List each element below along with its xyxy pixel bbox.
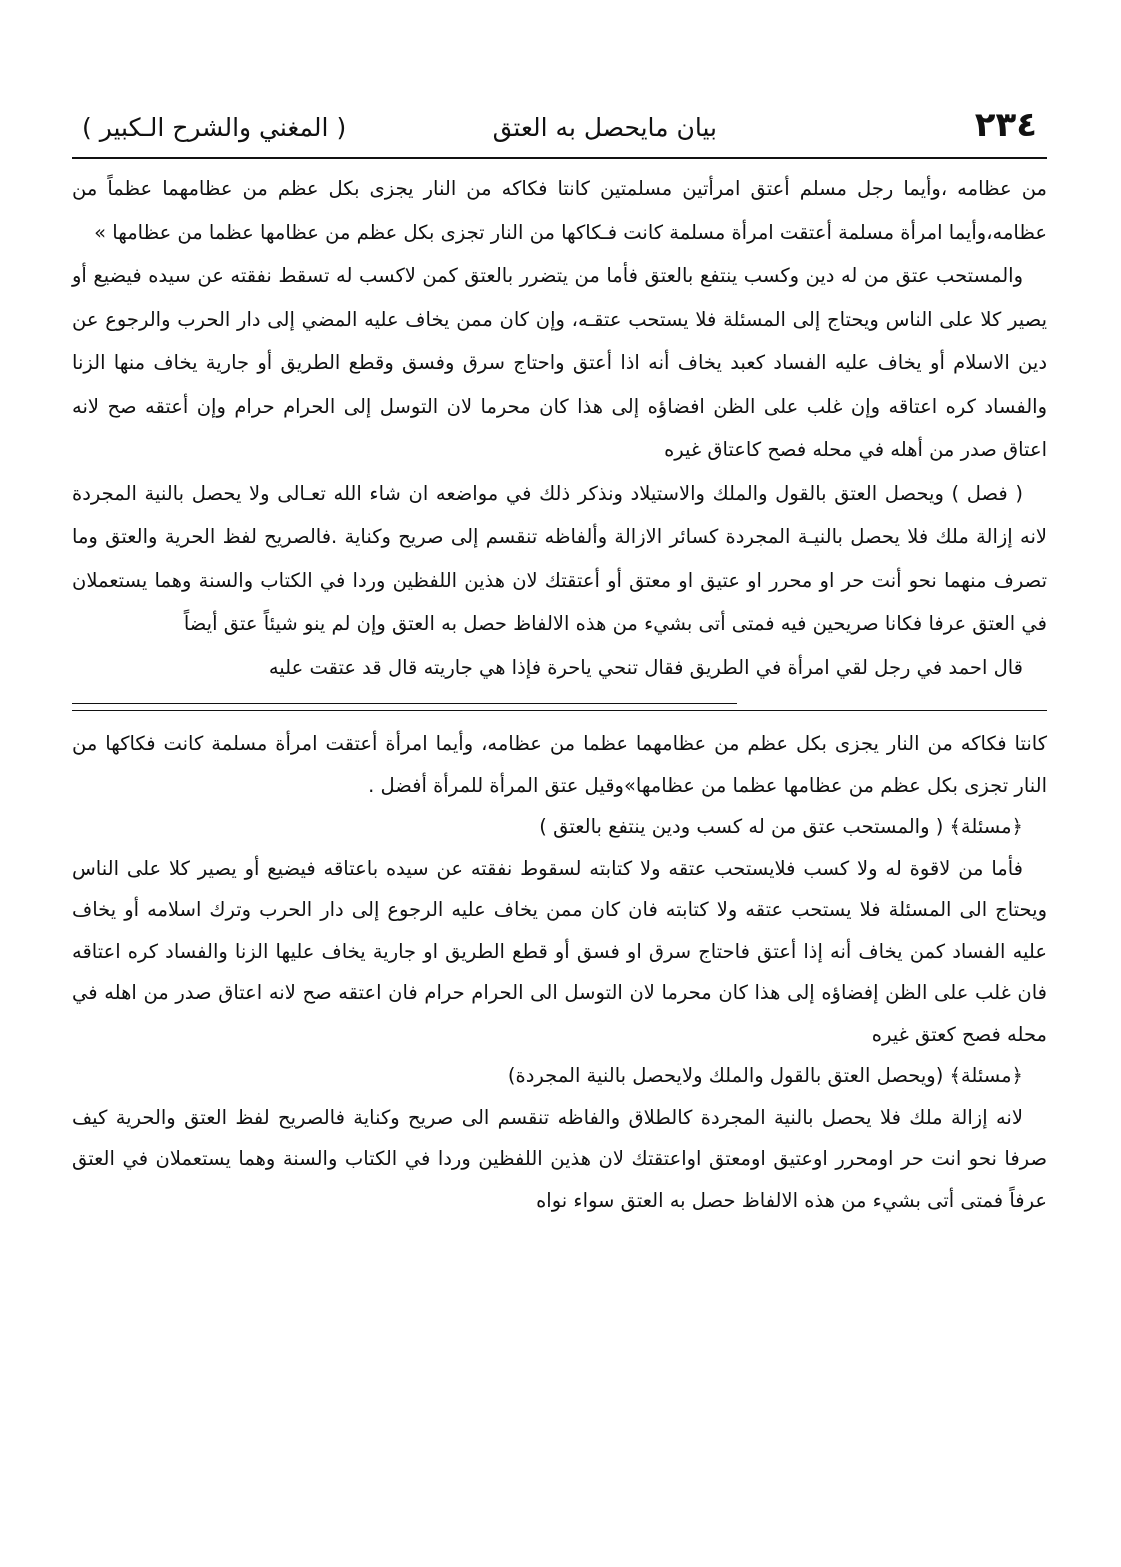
book-title: ( المغني والشرح الـكبير ) bbox=[82, 113, 347, 142]
commentary-text bbox=[72, 723, 1047, 1221]
masala-heading: ﴿مسئلة﴾ ( والمستحب عتق من له كسب ودين ينتفع بالعتق ) bbox=[539, 815, 1023, 838]
commentary-paragraph: كانتا فكاكه من النار يجزى بكل عظم من عظامهما عظما من عظامه، وأيما امرأة أعتقت امرأة مسلمة كانت فكاكها من النار تجزى بكل عظم من عظامها عظما من عظامها»وقيل عتق المرأة للمرأة أفضل . bbox=[72, 732, 1047, 797]
main-paragraph: والمستحب عتق من له دين وكسب ينتفع بالعتق فأما من يتضرر بالعتق كمن لاكسب له تسقط نفقته عن سيده فيضيع أو يصير كلا على الناس ويحتاج إلى المسئلة فلا يستحب عتقـه، وإن كان ممن يخاف عليه المضي إلى دار الحرب والرجوع عن دين الاسلام أو يخاف عليه الفساد كعبد يخاف أنه اذا أعتق واحتاج سرق وفسق وقطع الطريق أو جارية يخاف منها الزنا والفساد كره اعتاقه وإن غلب على الظن افضاؤه إلى هذا كان محرما لان التوسل إلى الحرام حرام وإن أعتقه صح لانه اعتاق صدر من أهله في محله فصح كاعتاق غيره bbox=[72, 264, 1047, 461]
masala-heading: ﴿مسئلة﴾ (ويحصل العتق بالقول والملك ولايحصل بالنية المجردة) bbox=[507, 1064, 1023, 1087]
main-text bbox=[72, 167, 1047, 689]
main-paragraph: ( فصل ) ويحصل العتق بالقول والملك والاستيلاد ونذكر ذلك في مواضعه ان شاء الله تعـالى ولا يحصل بالنية المجردة لانه إزالة ملك فلا يحصل بالنيـة المجردة كسائر الازالة وألفاظه تنقسم إلى صريح وكناية .فالصريح لفظ الحرية والعتق وما تصرف منهما نحو أنت حر او محرر او عتيق او معتق أو أعتقتك لان هذين اللفظين وردا في الكتاب والسنة وهما يستعملان في العتق عرفا فكانا صريحين فيه فمتى أتى بشيء من هذه الالفاظ حصل به العتق وإن لم ينو شيئاً عتق أيضاً bbox=[72, 481, 1047, 635]
main-paragraph: من عظامه ،وأيما رجل مسلم أعتق امرأتين مسلمتين كانتا فكاكه من النار يجزى بكل عظم من عظامهما عظماً من عظامه،وأيما امرأة مسلمة أعتقت امرأة مسلمة كانت فـكاكها من النار تجزى بكل عظم من عظامها عظما من عظامها » bbox=[72, 177, 1047, 244]
main-paragraph: قال احمد في رجل لقي امرأة في الطريق فقال تنحي ياحرة فإذا هي جاريته قال قد عتقت عليه bbox=[268, 655, 1023, 679]
document-page bbox=[72, 95, 1047, 1535]
divider-line bbox=[72, 710, 1047, 711]
page-number: ٢٣٤ bbox=[974, 105, 1037, 145]
section-divider bbox=[72, 703, 1047, 711]
section-title: بيان مايحصل به العتق bbox=[492, 113, 717, 142]
commentary-paragraph: فأما من لاقوة له ولا كسب فلايستحب عتقه ولا كتابته لسقوط نفقته عن سيده باعتاقه فيضيع أو يصير كلا على الناس ويحتاج الى المسئلة فلا يستحب عتقه ولا كتابته فان كان ممن يخاف عليه الرجوع إلى دار الحرب وترك اسلامه أو يخاف عليه الفساد كمن يخاف أنه إذا أعتق فاحتاج سرق او فسق أو قطع الطريق او جارية يخاف عليها الزنا والفساد كره اعتاقه فان غلب على الظن إفضاؤه إلى هذا كان محرما لان التوسل الى الحرام حرام فان اعتقه صح لانه اعتاق صدر من اهله في محله فصح كعتق غيره bbox=[72, 856, 1047, 1046]
page-header bbox=[72, 95, 1047, 159]
commentary-paragraph: لانه إزالة ملك فلا يحصل بالنية المجردة كالطلاق والفاظه تنقسم الى صريح وكناية فالصريح لفظ العتق والحرية كيف صرفا نحو انت حر اومحرر اوعتيق اومعتق اواعتقتك لان هذين اللفظين وردا في الكتاب والسنة وهما يستعملان في العتق عرفاً فمتى أتى بشيء من هذه الالفاظ حصل به العتق سواء نواه bbox=[72, 1105, 1047, 1212]
divider-line bbox=[72, 703, 737, 704]
